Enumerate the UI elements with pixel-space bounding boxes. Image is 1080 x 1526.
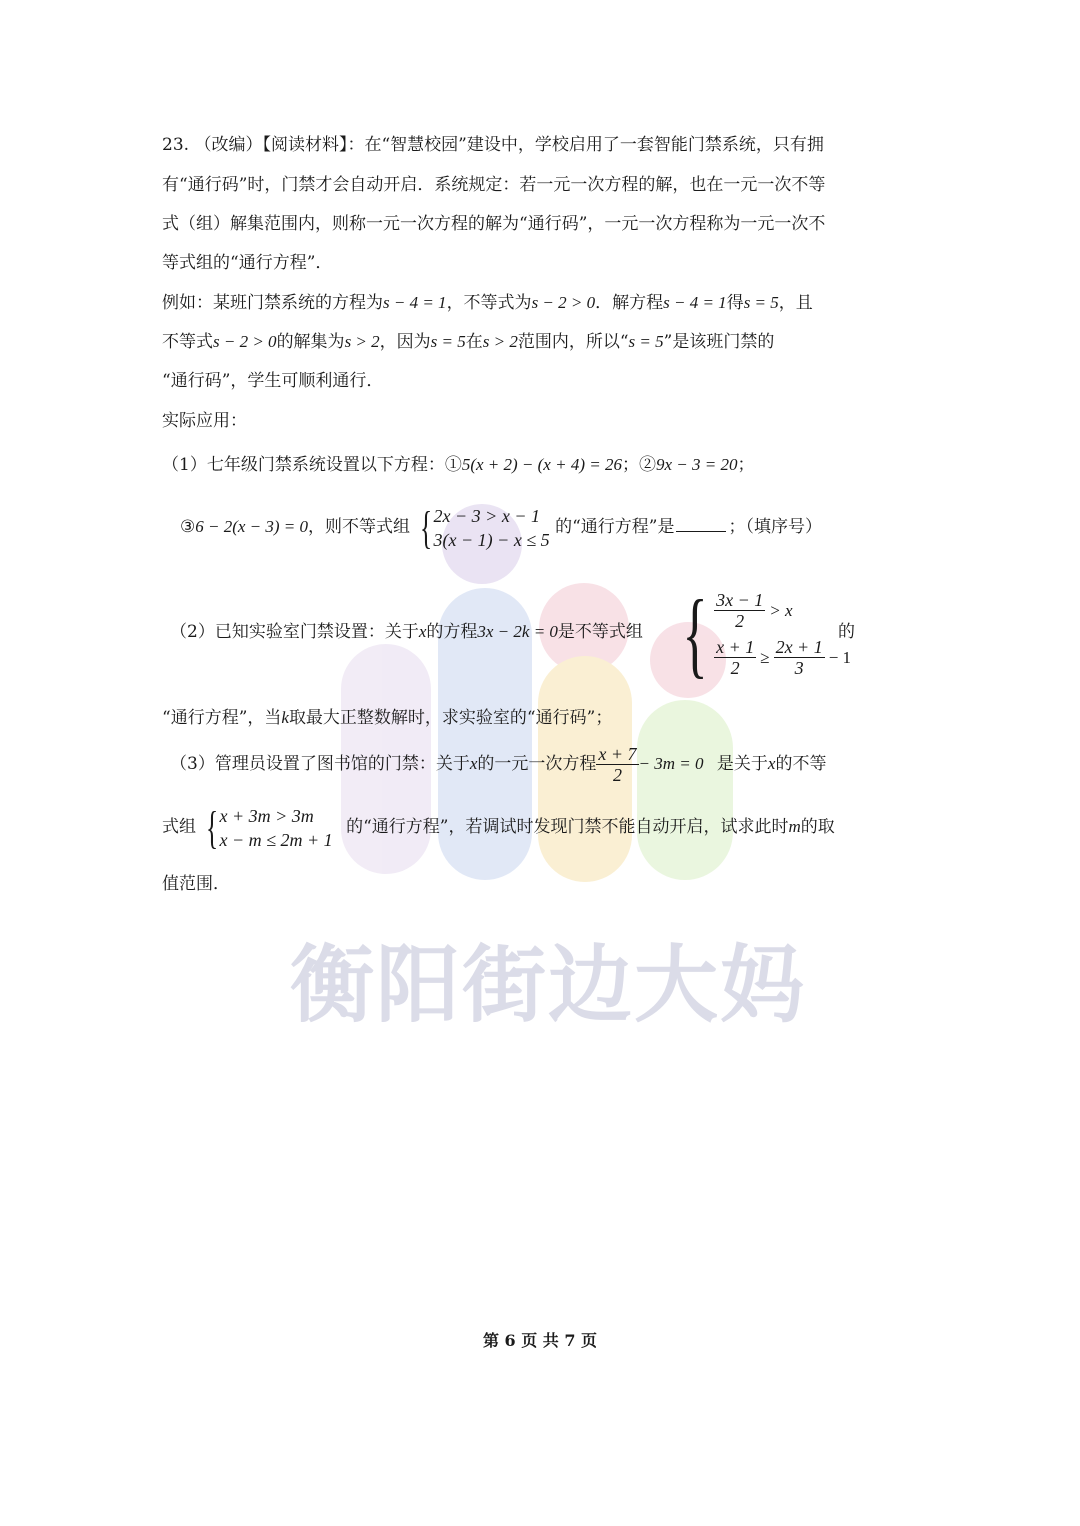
- question-number: 23.: [162, 135, 190, 155]
- q3-inequality-2: x − m ≤ 2m + 1: [219, 829, 333, 850]
- page-footer: 第 6 页 共 7 页: [482, 1331, 598, 1350]
- example-line-1: 例如：某班门禁系统的方程为s − 4 = 1，不等式为s − 2 > 0．解方程s − 4 = 1得s = 5，且: [162, 293, 813, 313]
- q3-fraction: $\frac{x + 7}{2}$: [598, 744, 637, 785]
- question-intro-line-4: 等式组的“通行方程”．: [162, 253, 333, 273]
- q1-inequality-system: { 2x − 3 > x − 1 3(x − 1) − x ≤ 5: [420, 501, 550, 553]
- watermark-text: 衡阳街边大妈: [289, 936, 806, 1034]
- q1-inequality-2: 3(x − 1) − x ≤ 5: [433, 529, 550, 550]
- example-line-3: “通行码”，学生可顺利通行．: [162, 371, 384, 391]
- q3-line-1: （3）管理员设置了图书馆的门禁：关于x的一元一次方程 $\frac{x + 7}{2}$ − 3m = 0 是关于x的不等: [170, 744, 827, 785]
- question-intro-line-3: 式（组）解集范围内，则称一元一次方程的解为“通行码”，一元一次方程称为一元一次不: [162, 214, 826, 234]
- exam-page: 衡阳街边大妈 23. （改编）【阅读材料】：在“智慧校园”建设中，学校启用了一套智能门禁系统，只有拥 有“通行码”时，门禁才会自动开启．系统规定：若一元一次方程的解，也在一元一次不等 式（组）解集范围内，则称一元一次方程的解为“通行码”，一元一次方程称为一元一次不 等式组的“通行方程”． 例如：某班门禁系统的方程为s − 4 = 1，不等式为s − 2 > 0．解方程s − 4 = 1得s = 5，且 不等式s − 2 > 0的解集为s > 2，因为s = 5在s > 2范围内，所以“s = 5”是该班门禁的 “通行码”，学生可顺利通行． 实际应用： （1）七年级门禁系统设置以下方程：①5(x + 2) − (x + 4) = 26；②9x − 3 = 20； ③6 − 2(x − 3) = 0，则不等式组 { 2x − 3 > x − 1 3(x − 1) − x ≤ 5 的“通行方程”是 ；（填序号） （2）已知实验室门禁设置：关于x的方程3x − 2k = 0是不等式组 { $\frac{3x - 1}{2}$ > x $\frac{x + 1}{2}$ ≥ $\frac{2x + 1}{3}$ − 1 的 “通行方程”，当k取最大正整数解时，求实验室的“通行码”； （3）管理员设置了图书馆的门禁：关于x的一元一次方程 $\frac{x + 7}{2}$ − 3m = 0 是关于x的不等 式组 { x + 3m > 3m x − m ≤ 2m + 1 的“通行方程”，若调试时发现门禁不能自动开启，试求此时m的取 值范围． 第 6 页 共 7 页: [0, 0, 1080, 1526]
- example-line-2: 不等式s − 2 > 0的解集为s > 2，因为s = 5在s > 2范围内，所以“s = 5”是该班门禁的: [162, 332, 775, 352]
- q3-inequality-system: { x + 3m > 3m x − m ≤ 2m + 1: [206, 801, 333, 853]
- q1-line-1: （1）七年级门禁系统设置以下方程：①5(x + 2) − (x + 4) = 26；②9x − 3 = 20；: [162, 455, 755, 475]
- q1-inequality-1: 2x − 3 > x − 1: [433, 505, 540, 526]
- question-intro-line-2: 有“通行码”时，门禁才会自动开启．系统规定：若一元一次方程的解，也在一元一次不等: [162, 175, 826, 195]
- question-intro-line-1: 23. （改编）【阅读材料】：在“智慧校园”建设中，学校启用了一套智能门禁系统，只有拥: [162, 135, 824, 155]
- q2-inequality-system: { $\frac{3x - 1}{2}$ > x $\frac{x + 1}{2}$ ≥ $\frac{2x + 1}{3}$ − 1: [682, 580, 852, 687]
- q3-line-3: 值范围．: [162, 874, 230, 894]
- q1-line-2: ③6 − 2(x − 3) = 0，则不等式组 { 2x − 3 > x − 1 3(x − 1) − x ≤ 5 的“通行方程”是 ；（填序号）: [180, 501, 822, 553]
- q3-line-2: 式组 { x + 3m > 3m x − m ≤ 2m + 1 的“通行方程”，若调试时发现门禁不能自动开启，试求此时m的取: [162, 801, 835, 853]
- q3-inequality-1: x + 3m > 3m: [219, 805, 314, 826]
- q2-line-2: “通行方程”，当k取最大正整数解时，求实验室的“通行码”；: [162, 708, 613, 728]
- question-tag: （改编）【阅读材料】: [194, 135, 348, 155]
- application-title: 实际应用：: [162, 411, 247, 431]
- q1-answer-blank: [676, 517, 726, 532]
